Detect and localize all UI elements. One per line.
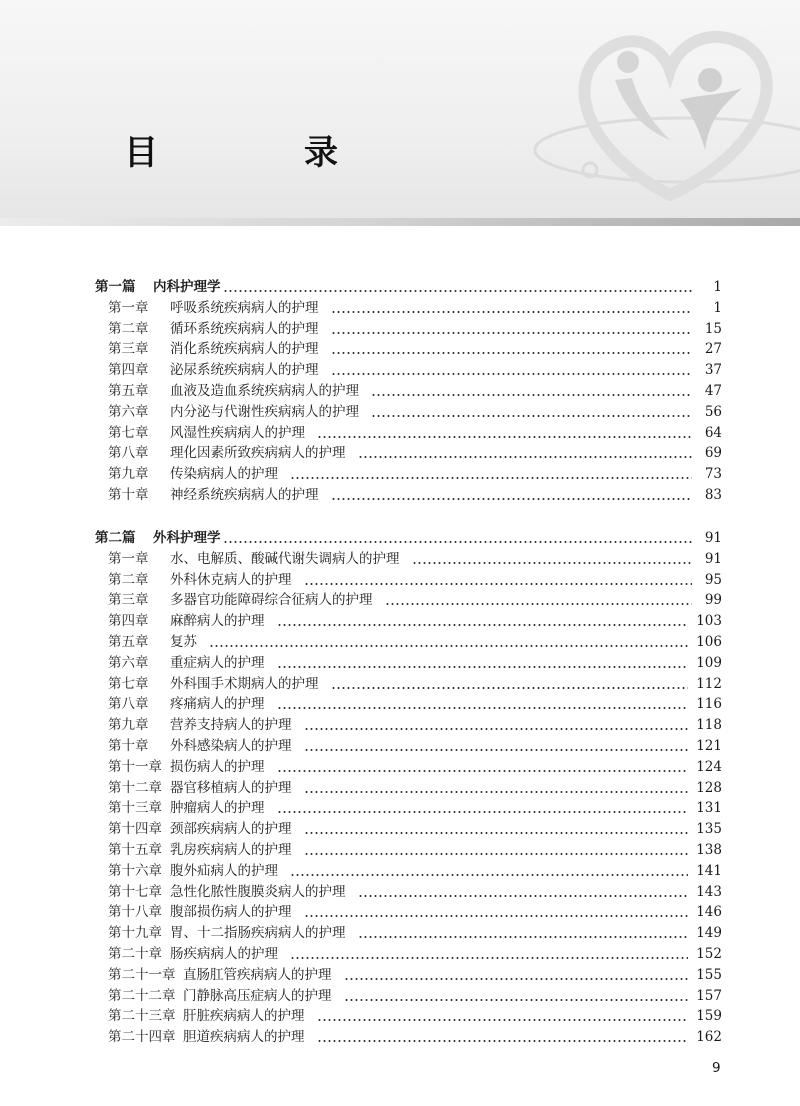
dot-leader (385, 603, 693, 605)
page-number: 9 (712, 1060, 721, 1076)
toc-chapter-entry[interactable] (108, 1027, 722, 1047)
dot-leader (304, 583, 693, 585)
toc-entry-page: 109 (696, 654, 722, 671)
dot-leader (331, 352, 693, 354)
toc-chapter-entry[interactable] (108, 965, 722, 985)
toc-chapter-entry[interactable] (108, 757, 722, 777)
toc-entry-title: 肿瘤病人的护理 (170, 800, 265, 817)
toc-entry-title: 器官移植病人的护理 (170, 779, 292, 796)
dot-leader (304, 915, 689, 917)
toc-entry-page: 149 (696, 925, 722, 942)
dot-leader (290, 957, 688, 959)
toc-entry-page: 56 (704, 403, 722, 420)
dot-leader (277, 811, 689, 813)
toc-entry-page: 155 (696, 966, 722, 983)
toc-entry-title: 神经系统疾病病人的护理 (170, 487, 319, 503)
toc-chapter-entry[interactable] (108, 861, 722, 881)
toc-entry-title: 循环系统疾病病人的护理 (170, 320, 319, 337)
toc-chapter-entry[interactable] (108, 819, 722, 839)
toc-entry-title: 传染病病人的护理 (170, 466, 278, 483)
page-header (0, 0, 800, 222)
toc-entry-label: 第十二章 (108, 779, 162, 796)
toc-entry-title: 多器官功能障碍综合征病人的护理 (170, 592, 373, 609)
toc-chapter-entry[interactable] (108, 778, 722, 798)
toc-chapter-entry[interactable] (108, 381, 722, 401)
toc-entry-label: 第四章 (108, 613, 149, 630)
toc-entry-label: 第十章 (108, 487, 149, 503)
toc-entry-label: 第二篇 (95, 530, 136, 546)
dot-leader (317, 1040, 689, 1042)
toc-entry-label: 第十三章 (108, 800, 162, 817)
toc-chapter-entry[interactable] (108, 485, 722, 505)
toc-chapter-entry[interactable] (108, 798, 722, 818)
dot-leader (277, 624, 689, 626)
toc-entry-title: 疼痛病人的护理 (170, 696, 265, 713)
toc-entry-title: 外科围手术期病人的护理 (170, 675, 319, 692)
toc-entry-label: 第二章 (108, 571, 149, 588)
toc-entry-page: 135 (696, 821, 722, 838)
toc-entry-page: 91 (704, 550, 722, 567)
toc-entry-page: 99 (704, 592, 722, 609)
dot-leader (290, 874, 688, 876)
dot-leader (358, 895, 689, 897)
toc-entry-label: 第一篇 (95, 279, 136, 295)
toc-entry-page: 112 (696, 675, 722, 692)
toc-chapter-entry[interactable] (108, 443, 722, 463)
dot-leader (277, 770, 689, 772)
toc-chapter-entry[interactable] (108, 694, 722, 714)
toc-entry-label: 第八章 (108, 696, 149, 713)
toc-entry-page: 116 (696, 696, 722, 713)
toc-entry-page: 27 (704, 341, 722, 358)
toc-entry-page: 103 (696, 613, 722, 630)
toc-chapter-entry[interactable] (108, 674, 722, 694)
dot-leader (331, 498, 693, 500)
toc-entry-title: 麻醉病人的护理 (170, 613, 265, 630)
toc-entry-label: 第一章 (108, 299, 149, 316)
toc-entry-label: 第十四章 (108, 821, 162, 838)
toc-part-entry[interactable] (95, 528, 722, 548)
toc-entry-label: 第三章 (108, 341, 149, 358)
toc-entry-label: 第十八章 (108, 904, 162, 921)
toc-entry-title: 内科护理学 (153, 279, 221, 295)
toc-entry-page: 131 (696, 800, 722, 817)
toc-entry-title: 胃、十二指肠疾病病人的护理 (170, 925, 346, 942)
dot-leader (358, 936, 689, 938)
toc-entry-title: 风湿性疾病病人的护理 (170, 424, 305, 441)
toc-entry-title: 水、电解质、酸碱代谢失调病人的护理 (170, 550, 400, 567)
dot-leader (304, 832, 689, 834)
toc-entry-label: 第七章 (108, 675, 149, 692)
toc-chapter-entry[interactable] (108, 339, 722, 359)
dot-leader (277, 707, 689, 709)
toc-entry-title: 复苏 (170, 634, 197, 650)
dot-leader (304, 791, 689, 793)
dot-leader (331, 687, 689, 689)
toc-entry-page: 121 (696, 738, 722, 754)
toc-chapter-entry[interactable] (108, 923, 722, 943)
toc-entry-title: 营养支持病人的护理 (170, 717, 292, 734)
toc-entry-label: 第五章 (108, 634, 149, 650)
toc-entry-page: 106 (696, 634, 722, 650)
dot-leader (331, 311, 693, 313)
toc-entry-page: 69 (704, 445, 722, 462)
dot-leader (209, 645, 688, 647)
toc-entry-title: 消化系统疾病病人的护理 (170, 341, 319, 358)
toc-entry-title: 理化因素所致疾病病人的护理 (170, 445, 346, 462)
dot-leader (223, 541, 693, 543)
toc-entry-label: 第二十四章 (108, 1029, 176, 1046)
toc-chapter-entry[interactable] (108, 882, 722, 902)
toc-chapter-entry[interactable] (108, 423, 722, 443)
toc-entry-title: 血液及造血系统疾病病人的护理 (170, 383, 359, 399)
toc-entry-title: 内分泌与代谢性疾病病人的护理 (170, 403, 359, 420)
toc-entry-page: 138 (696, 842, 722, 858)
toc-entry-page: 47 (704, 383, 722, 399)
toc-chapter-entry[interactable] (108, 944, 722, 964)
toc-chapter-entry[interactable] (108, 298, 722, 318)
toc-entry-label: 第六章 (108, 403, 149, 420)
toc-entry-title: 呼吸系统疾病病人的护理 (170, 299, 319, 316)
toc-entry-title: 腹外疝病人的护理 (170, 862, 278, 879)
toc-entry-label: 第六章 (108, 654, 149, 671)
toc-chapter-entry[interactable] (108, 986, 722, 1006)
toc-entry-title: 急性化脓性腹膜炎病人的护理 (170, 883, 346, 900)
toc-entry-page: 162 (696, 1029, 722, 1046)
toc-entry-page: 15 (704, 320, 722, 337)
toc-entry-label: 第三章 (108, 592, 149, 609)
dot-leader (358, 456, 693, 458)
toc-chapter-entry[interactable] (108, 611, 722, 631)
dot-leader (344, 978, 689, 980)
toc-entry-label: 第十一章 (108, 758, 162, 775)
toc-entry-label: 第二十一章 (108, 966, 176, 983)
toc-entry-title: 损伤病人的护理 (170, 758, 265, 775)
toc-part-entry[interactable] (95, 277, 722, 297)
dot-leader (331, 332, 693, 334)
toc-entry-title: 直肠肛管疾病病人的护理 (183, 966, 332, 983)
toc-chapter-entry[interactable] (108, 464, 722, 484)
toc-entry-label: 第十七章 (108, 883, 162, 900)
dot-leader (223, 290, 693, 292)
toc-entry-label: 第十五章 (108, 842, 162, 858)
toc-entry-page: 141 (696, 862, 722, 879)
toc-entry-page: 83 (704, 487, 722, 503)
toc-chapter-entry[interactable] (108, 736, 722, 756)
toc-chapter-entry[interactable] (108, 570, 722, 590)
toc-entry-title: 门静脉高压症病人的护理 (183, 987, 332, 1004)
toc-chapter-entry[interactable] (108, 715, 722, 735)
dot-leader (317, 1019, 689, 1021)
toc-chapter-entry[interactable] (108, 632, 722, 652)
toc-chapter-entry[interactable] (108, 319, 722, 339)
toc-chapter-entry[interactable] (108, 1006, 722, 1026)
toc-chapter-entry[interactable] (108, 840, 722, 860)
toc-entry-page: 1 (713, 299, 722, 316)
toc-entry-label: 第五章 (108, 383, 149, 399)
dot-leader (304, 749, 689, 751)
toc-entry-label: 第八章 (108, 445, 149, 462)
toc-entry-page: 128 (696, 779, 722, 796)
toc-entry-label: 第九章 (108, 466, 149, 483)
toc-entry-label: 第十九章 (108, 925, 162, 942)
toc-entry-title: 外科护理学 (153, 530, 221, 546)
heart-people-logo-icon (520, 0, 800, 222)
toc-entry-page: 143 (696, 883, 722, 900)
toc-entry-label: 第二章 (108, 320, 149, 337)
toc-chapter-entry[interactable] (108, 590, 722, 610)
toc-entry-title: 泌尿系统疾病病人的护理 (170, 362, 319, 379)
dot-leader (344, 999, 689, 1001)
toc-entry-page: 146 (696, 904, 722, 921)
toc-entry-title: 外科感染病人的护理 (170, 738, 292, 754)
toc-entry-title: 腹部损伤病人的护理 (170, 904, 292, 921)
toc-entry-title: 肝脏疾病病人的护理 (183, 1008, 305, 1025)
toc-entry-label: 第二十章 (108, 946, 162, 962)
header-divider (0, 218, 800, 226)
toc-entry-title: 外科休克病人的护理 (170, 571, 292, 588)
toc-entry-label: 第十章 (108, 738, 149, 754)
toc-entry-page: 157 (696, 987, 722, 1004)
toc-entry-title: 重症病人的护理 (170, 654, 265, 671)
toc-entry-label: 第九章 (108, 717, 149, 734)
toc-entry-page: 118 (696, 717, 722, 734)
toc-entry-page: 95 (704, 571, 722, 588)
toc-chapter-entry[interactable] (108, 360, 722, 380)
toc-entry-page: 73 (704, 466, 722, 483)
toc-entry-label: 第十六章 (108, 862, 162, 879)
toc-entry-label: 第二十三章 (108, 1008, 176, 1025)
toc-entry-page: 152 (696, 946, 722, 962)
toc-entry-label: 第二十二章 (108, 987, 176, 1004)
toc-entry-page: 159 (696, 1008, 722, 1025)
toc-entry-title: 颈部疾病病人的护理 (170, 821, 292, 838)
dot-leader (412, 562, 693, 564)
dot-leader (277, 666, 689, 668)
toc-entry-page: 1 (713, 279, 722, 295)
toc-chapter-entry[interactable] (108, 402, 722, 422)
dot-leader (304, 728, 689, 730)
toc-entry-label: 第七章 (108, 424, 149, 441)
toc-chapter-entry[interactable] (108, 653, 722, 673)
toc-entry-page: 124 (696, 758, 722, 775)
toc-entry-label: 第一章 (108, 550, 149, 567)
toc-chapter-entry[interactable] (108, 902, 722, 922)
page-title: 目 录 (124, 133, 394, 173)
dot-leader (371, 415, 692, 417)
toc-entry-title: 胆道疾病病人的护理 (183, 1029, 305, 1046)
dot-leader (371, 394, 692, 396)
toc-entry-page: 91 (704, 530, 722, 546)
toc-entry-label: 第四章 (108, 362, 149, 379)
dot-leader (331, 373, 693, 375)
toc-chapter-entry[interactable] (108, 549, 722, 569)
dot-leader (304, 853, 689, 855)
dot-leader (290, 477, 692, 479)
toc-entry-page: 37 (704, 362, 722, 379)
dot-leader (317, 436, 692, 438)
toc-entry-title: 乳房疾病病人的护理 (170, 842, 292, 858)
toc-entry-title: 肠疾病病人的护理 (170, 946, 278, 962)
toc-entry-page: 64 (704, 424, 722, 441)
